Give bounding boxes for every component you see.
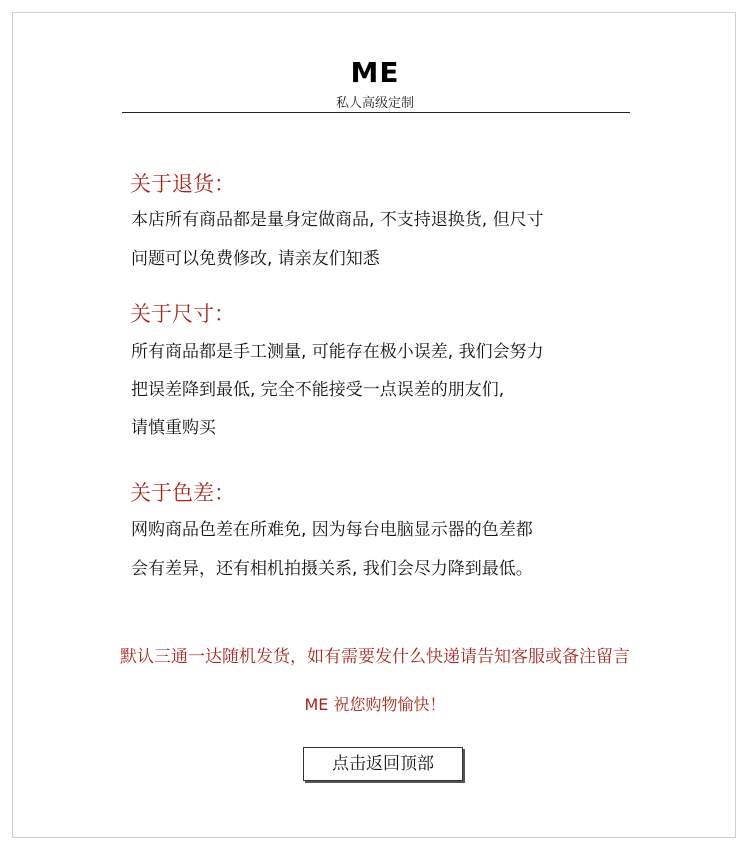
- back-to-top-button[interactable]: 点击返回顶部: [303, 747, 463, 781]
- shipping-notice: 默认三通一达随机发货，如有需要发什么快递请告知客服或备注留言: [120, 647, 630, 667]
- size-heading: 关于尺寸：: [130, 302, 235, 326]
- size-line-1: 所有商品都是手工测量, 可能存在极小误差, 我们会努力: [131, 342, 544, 362]
- header-divider: [122, 112, 630, 113]
- brand-title: ME: [350, 56, 400, 89]
- color-diff-line-2: 会有差异，还有相机拍摄关系, 我们会尽力降到最低。: [131, 559, 533, 579]
- size-line-3: 请慎重购买: [131, 418, 216, 438]
- returns-line-1: 本店所有商品都是量身定做商品, 不支持退换货, 但尺寸: [131, 210, 544, 230]
- color-diff-heading: 关于色差：: [130, 481, 235, 505]
- color-diff-line-1: 网购商品色差在所难免, 因为每台电脑显示器的色差都: [131, 520, 533, 540]
- returns-heading: 关于退货：: [130, 172, 235, 196]
- thanks-notice: ME 祝您购物愉快！: [304, 695, 446, 714]
- size-line-2: 把误差降到最低, 完全不能接受一点误差的朋友们,: [131, 380, 505, 400]
- brand-subtitle: 私人高级定制: [335, 96, 414, 111]
- returns-line-2: 问题可以免费修改, 请亲友们知悉: [131, 249, 380, 269]
